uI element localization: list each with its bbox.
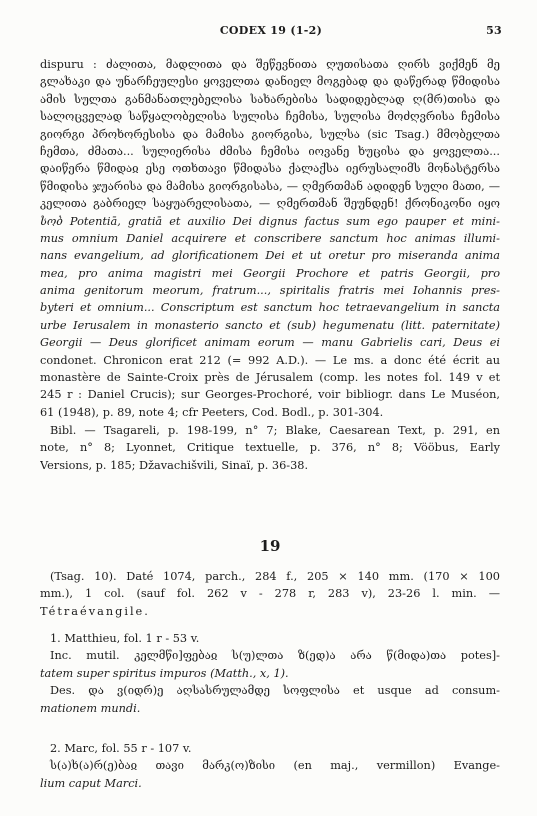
text-line: წმიდისა ჯუარისა და მამისა გიორგისასა, — ღმერთმან ადიდენ სული მათი, —: [40, 179, 500, 193]
bibliography: [40, 422, 500, 474]
text-line: monastère de Sainte-Croix près de Jérusalem (comp. les notes fol. 149 v et: [40, 371, 500, 385]
running-title: CODEX 19 (1-2): [219, 24, 323, 37]
text-line: დაიწერა წმიდაჲ ესე ოთხთავი წმიდასა ქალაქსა იერუსალიმს მონასტერსა: [40, 162, 500, 176]
bibliography-line: Versions, p. 185; Džavachišvili, Sinaï, p. 36-38.: [40, 458, 309, 472]
description-line: mm.), 1 col. (sauf fol. 262 v - 278 r, 283 v), 23-26 l. min. —: [40, 587, 500, 601]
text-line: გიორგი პროხორესისა და მამისა გიორგისა, სულსა (sic Tsag.) მმობელთა: [40, 127, 500, 141]
bibliography-line: Bibl. — Tsagareli, p. 198-199, n° 7; Blake, Caesarean Text, p. 291, en: [50, 424, 500, 437]
desinit-line: Des. და ვ(იდრ)ე აღსასრულამდე სოფლისა et usque ad consum-: [50, 684, 500, 698]
incipit-line: Inc. mutil. კელმწი]ფებაჲ ს(უ)ლთა ზ(ედ)ა არა წ(მიდა)თა potes]-: [50, 649, 500, 663]
text-line: Georgii — Deus glorificet animam eorum — manu Gabrielis cari, Deus ei: [40, 336, 500, 350]
text-line: 245 r : Daniel Crucis); sur Georges-Prochoré, voir bibliogr. dans Le Muséon,: [40, 388, 500, 402]
text-line: byteri et omnium... Conscriptum est sanctum hoc tetraevangelium in sancta: [40, 301, 500, 315]
section-heading: 2. Marc, fol. 55 r - 107 v.: [50, 742, 192, 755]
text-line: გლახაკი და უნარჩეულესი ყოველთა დანიელ მოგებად და დაწერად წმიდისა: [40, 75, 500, 89]
text-line: 61 (1948), p. 89, note 4; cfr Peeters, Cod. Bodl., p. 301-304.: [40, 405, 384, 419]
codex-description: [40, 568, 500, 620]
incipit-line: tatem super spiritus impuros (Matth., x, 1).: [40, 666, 289, 680]
text-line: კელითა გაბრიელ საყუარელისათა, — ღმერთმან შეუნდენ! ქრონიკონი იყო: [40, 197, 500, 211]
section-heading: 1. Matthieu, fol. 1 r - 53 v.: [50, 632, 200, 645]
page-number: 53: [486, 24, 502, 37]
text-line: mus omnium Daniel acquirere et conscribere sanctum hoc animas illumi-: [40, 231, 500, 245]
desinit-line: mationem mundi.: [40, 701, 141, 715]
colophon-paragraph: [40, 56, 500, 421]
text-line: urbe Ierusalem in monasterio sancto et (sub) hegumenatu (litt. paternitate): [40, 318, 500, 332]
text-line: სობ Potentiā, gratiā et auxilio Dei dignus factus sum ego pauper et mini-: [40, 214, 500, 228]
section-matthew: [40, 630, 500, 717]
text-line: dispuru : ძალითა, მადლითა და შეწევნითა ღუთისათა ღირს ვიქმენ მე: [40, 58, 500, 71]
text-line: anima genitorum meorum, fratrum..., spiritalis fratris mei Iohannis pres-: [40, 284, 500, 298]
text-line: ამის სულთა განმანათლებელისა სახარებისა სადიდებლად ღ(მრ)თისა და: [40, 92, 500, 106]
text-line: სალოცველად საწყალობელისა სულისა ჩემისა, სულისა მოძღვრისა ჩემისა: [40, 110, 500, 124]
incipit-line: lium caput Marci.: [40, 776, 142, 790]
text-line: ჩემთა, ძმათა... სულიერისა ძმისა ჩემისა იოვანე ხუცისა და ყოველთა...: [40, 144, 500, 158]
codex-number: 19: [259, 537, 281, 555]
description-line: (Tsag. 10). Daté 1074, parch., 284 f., 205 × 140 mm. (170 × 100: [50, 570, 500, 583]
text-line: condonet. Chronicon erat 212 (= 992 A.D.). — Le ms. a donc été écrit au: [40, 353, 500, 367]
running-head: [40, 24, 502, 42]
bibliography-line: note, n° 8; Lyonnet, Critique textuelle, p. 376, n° 8; Vööbus, Early: [40, 441, 500, 455]
incipit-line: ს(ა)ხ(ა)რ(ე)ბაჲ თავი მარკ(ო)ზისი (en maj., vermillon) Evange-: [50, 759, 500, 773]
description-line: Tétraévangile.: [40, 604, 150, 618]
text-line: mea, pro anima magistri mei Georgii Prochore et patris Georgii, pro: [40, 266, 500, 280]
text-line: nans evangelium, ad glorificationem Dei et ut oretur pro miseranda anima: [40, 249, 500, 263]
section-mark: [40, 740, 500, 792]
